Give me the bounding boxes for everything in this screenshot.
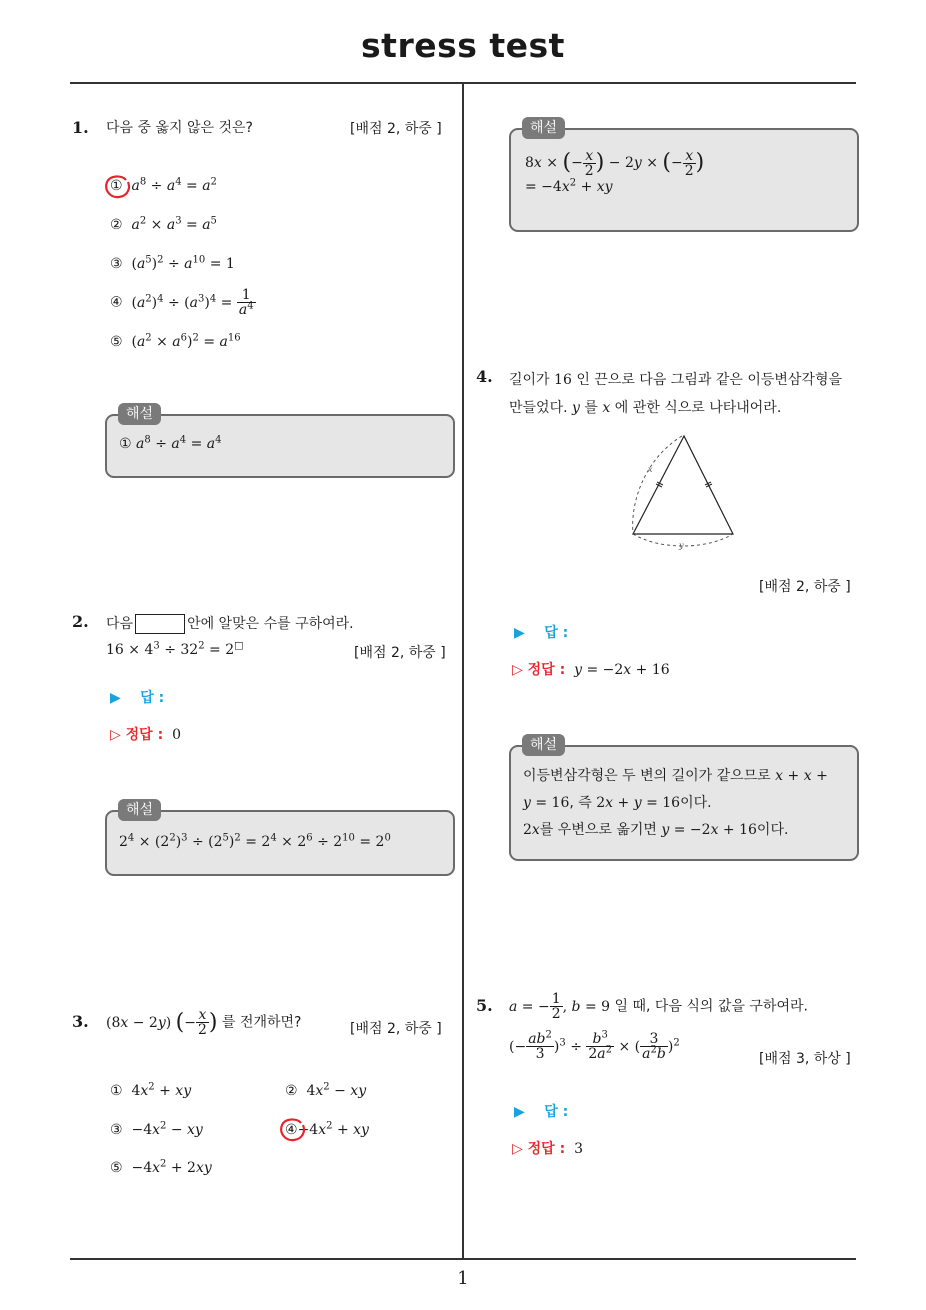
option-5[interactable]: ⑤ $(a^2 \times a^6)^2 = a^{16}$ — [110, 332, 241, 350]
outline-triangle-icon: ▷ — [110, 727, 121, 743]
option-2[interactable]: ② $a^2 \times a^3 = a^5$ — [110, 215, 217, 233]
answer-blank-box — [135, 614, 185, 634]
question-number: 5. — [476, 996, 493, 1015]
solution-tag: 해설 — [522, 734, 565, 756]
solution-tag: 해설 — [118, 403, 161, 425]
answer-row: ▶ 답 : — [110, 690, 165, 706]
play-triangle-icon: ▶ — [514, 625, 525, 641]
option-4[interactable]: ④ $(a^2)^4 \div (a^3)^4$ = $\frac{1}{a^4}$ — [110, 287, 254, 318]
question-text: 길이가 16 인 끈으로 다음 그림과 같은 이등변삼각형을 만들었다. y 를 x 에 관한 식으로 나타내어라. — [509, 372, 842, 416]
selected-answer-circle-icon — [104, 174, 132, 200]
question-text: 다음 중 옳지 않은 것은? — [106, 120, 253, 136]
outline-triangle-icon: ▷ — [512, 662, 523, 678]
question-expression: $16 \times 4^3 \div 32^2 = 2^□$ — [106, 640, 244, 658]
play-triangle-icon: ▶ — [110, 690, 121, 706]
option-1[interactable]: ① $a^8 \div a^4 = a^2$ — [110, 176, 217, 194]
solution-tag: 해설 — [118, 799, 161, 821]
question-number: 2. — [72, 612, 89, 631]
question-points: [배점 2, 하중 ] — [350, 121, 442, 137]
isosceles-triangle-figure — [620, 430, 745, 552]
question-points: [배점 3, 하상 ] — [759, 1051, 851, 1067]
question-expression: (− $\frac{ab^2}{3}$ )$^3$ ÷ $\frac{b^3}{2a^2}$ × ( $\frac{3}{a^2b}$ )$^2$ — [509, 1029, 680, 1062]
correct-answer-row: ▷ 정답 : y = −2x + 16 — [512, 662, 670, 678]
selected-answer-circle-icon — [279, 1117, 307, 1143]
page-title: stress test — [361, 26, 565, 65]
page-number: 1 — [457, 1268, 469, 1289]
option-4[interactable]: $④-4x^2$ + xy — [285, 1120, 369, 1138]
question-number: 3. — [72, 1012, 89, 1031]
option-3[interactable]: ③ $(a^5)^2 \div a^{10} = 1$ — [110, 254, 235, 272]
question-text: (8x − 2y) (− $\frac{x}{2}$ ) 를 전개하면? — [106, 1007, 302, 1038]
answer-row: ▶ 답 : — [514, 1104, 569, 1120]
question-text: 다음 안에 알맞은 수를 구하여라. — [106, 616, 354, 632]
solution-content: 8x × (− $\frac{x}{2}$ ) − 2y × (− $\frac{x}{2}$ ) = $-4x^2$ + xy — [525, 147, 705, 195]
solution-tag: 해설 — [522, 117, 565, 139]
column-divider — [462, 83, 464, 1259]
solution-box — [509, 128, 859, 232]
svg-text:x: x — [648, 465, 653, 474]
option-1[interactable]: ① $4x^2$ + xy — [110, 1081, 192, 1099]
option-2[interactable]: ② $4x^2$ − xy — [285, 1081, 367, 1099]
question-text: a = − $\frac{1}{2}$ , b = 9 일 때, 다음 식의 값을 구하여라. — [509, 991, 808, 1022]
question-number: 1. — [72, 118, 89, 137]
question-points: [배점 2, 하중 ] — [350, 1021, 442, 1037]
bottom-rule — [70, 1258, 856, 1260]
correct-answer-row: ▷ 정답 : 3 — [512, 1141, 584, 1157]
option-3[interactable]: ③ $-4x^2$ − xy — [110, 1120, 203, 1138]
outline-triangle-icon: ▷ — [512, 1141, 523, 1157]
correct-answer-row: ▷ 정답 : 0 — [110, 727, 182, 743]
answer-row: ▶ 답 : — [514, 625, 569, 641]
solution-content: 이등변삼각형은 두 변의 길이가 같으므로 x + x + y = 16, 즉 2x + y = 16이다. 2x를 우변으로 옮기면 y = −2x + 16이다. — [523, 768, 828, 838]
option-5[interactable]: ⑤ $-4x^2 + 2xy$ — [110, 1158, 212, 1176]
play-triangle-icon: ▶ — [514, 1104, 525, 1120]
question-number: 4. — [476, 367, 493, 386]
question-points: [배점 2, 하중 ] — [759, 579, 851, 595]
solution-box — [509, 745, 859, 861]
solution-content: $2^4 \times (2^2)^3 \div (2^5)^2 = 2^4 \times 2^6 \div 2^{10} = 2^0$ — [119, 832, 391, 850]
question-points: [배점 2, 하중 ] — [354, 645, 446, 661]
svg-text:y: y — [679, 541, 684, 550]
solution-content: ① $a^8 \div a^4 = a^4$ — [119, 434, 222, 452]
